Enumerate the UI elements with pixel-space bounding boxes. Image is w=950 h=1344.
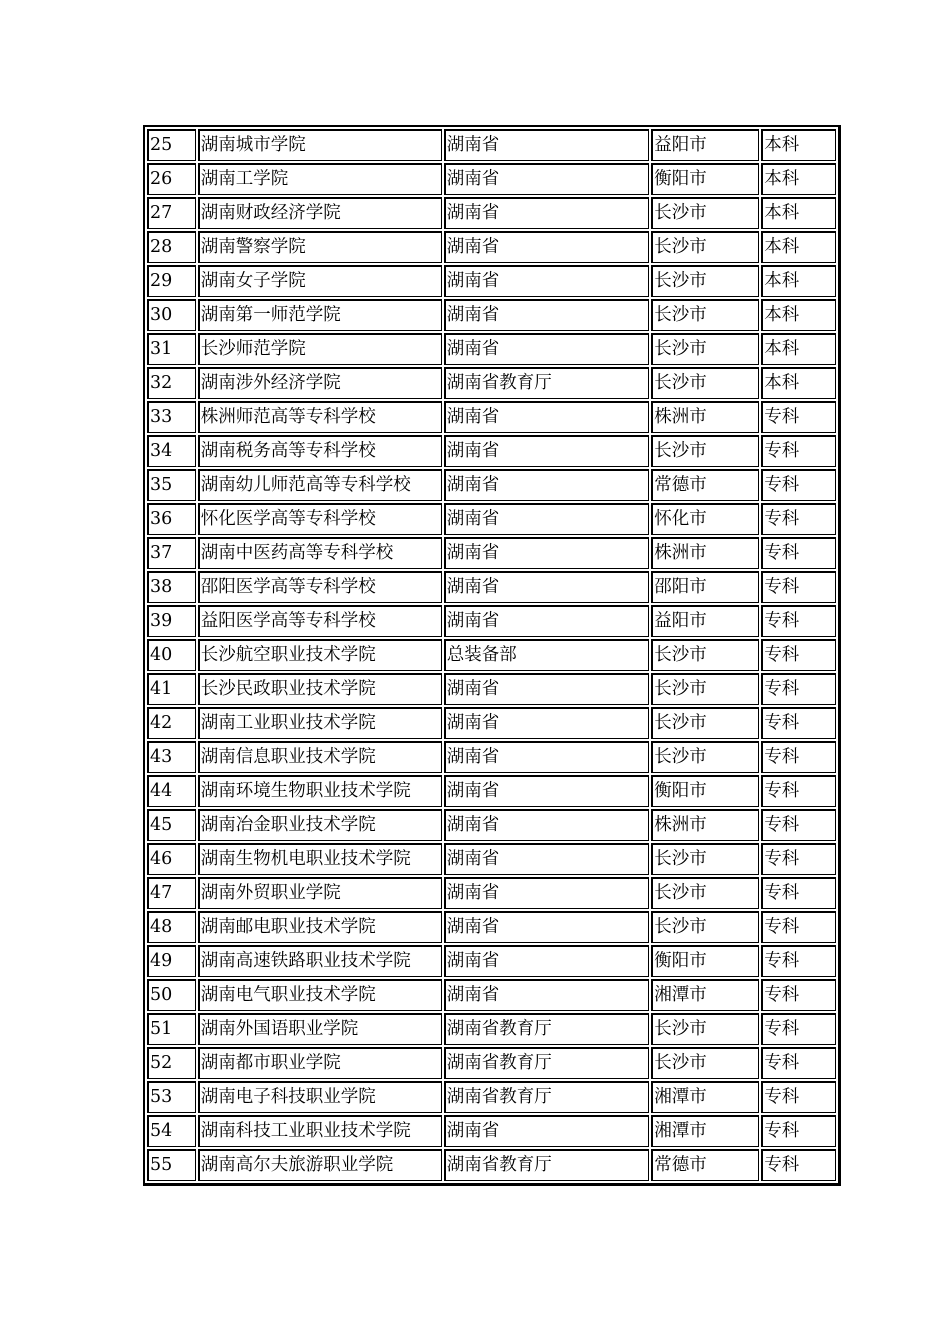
row-number-cell: 30 (147, 299, 196, 331)
institution-name-cell: 湖南女子学院 (198, 265, 442, 297)
supervising-department-cell: 湖南省教育厅 (444, 367, 650, 399)
institution-name-cell: 长沙民政职业技术学院 (198, 673, 442, 705)
table-row (147, 401, 836, 433)
table-row (147, 605, 836, 637)
city-cell: 株洲市 (651, 809, 759, 841)
education-level-cell: 专科 (761, 911, 836, 943)
supervising-department-cell: 湖南省 (444, 775, 650, 807)
city-cell: 株洲市 (651, 401, 759, 433)
table-row (147, 163, 836, 195)
row-number-cell: 50 (147, 979, 196, 1011)
education-level-cell: 本科 (761, 231, 836, 263)
education-level-cell: 专科 (761, 503, 836, 535)
row-number-cell: 42 (147, 707, 196, 739)
table-row (147, 843, 836, 875)
institution-name-cell: 湖南中医药高等专科学校 (198, 537, 442, 569)
education-level-cell: 本科 (761, 333, 836, 365)
supervising-department-cell: 湖南省 (444, 979, 650, 1011)
row-number-cell: 47 (147, 877, 196, 909)
education-level-cell: 专科 (761, 809, 836, 841)
city-cell: 衡阳市 (651, 775, 759, 807)
supervising-department-cell: 湖南省 (444, 1115, 650, 1147)
row-number-cell: 41 (147, 673, 196, 705)
city-cell: 益阳市 (651, 129, 759, 161)
city-cell: 湘潭市 (651, 1081, 759, 1113)
supervising-department-cell: 湖南省教育厅 (444, 1149, 650, 1181)
city-cell: 长沙市 (651, 707, 759, 739)
table-row (147, 911, 836, 943)
supervising-department-cell: 湖南省 (444, 673, 650, 705)
row-number-cell: 45 (147, 809, 196, 841)
row-number-cell: 46 (147, 843, 196, 875)
institution-name-cell: 湖南外贸职业学院 (198, 877, 442, 909)
supervising-department-cell: 湖南省 (444, 707, 650, 739)
city-cell: 长沙市 (651, 843, 759, 875)
supervising-department-cell: 湖南省 (444, 265, 650, 297)
education-level-cell: 专科 (761, 1047, 836, 1079)
institution-name-cell: 湖南生物机电职业技术学院 (198, 843, 442, 875)
table-row (147, 129, 836, 161)
institution-name-cell: 湖南涉外经济学院 (198, 367, 442, 399)
table-row (147, 741, 836, 773)
row-number-cell: 26 (147, 163, 196, 195)
institution-table (143, 125, 841, 1186)
institution-name-cell: 湖南环境生物职业技术学院 (198, 775, 442, 807)
education-level-cell: 专科 (761, 571, 836, 603)
supervising-department-cell: 湖南省 (444, 877, 650, 909)
education-level-cell: 专科 (761, 979, 836, 1011)
education-level-cell: 专科 (761, 1115, 836, 1147)
supervising-department-cell: 湖南省 (444, 809, 650, 841)
row-number-cell: 36 (147, 503, 196, 535)
city-cell: 长沙市 (651, 877, 759, 909)
supervising-department-cell: 湖南省 (444, 231, 650, 263)
city-cell: 衡阳市 (651, 945, 759, 977)
education-level-cell: 专科 (761, 639, 836, 671)
row-number-cell: 39 (147, 605, 196, 637)
supervising-department-cell: 湖南省 (444, 605, 650, 637)
institution-name-cell: 湖南财政经济学院 (198, 197, 442, 229)
education-level-cell: 专科 (761, 775, 836, 807)
city-cell: 湘潭市 (651, 1115, 759, 1147)
supervising-department-cell: 湖南省 (444, 299, 650, 331)
city-cell: 长沙市 (651, 1047, 759, 1079)
city-cell: 长沙市 (651, 333, 759, 365)
table-row (147, 265, 836, 297)
institution-name-cell: 株洲师范高等专科学校 (198, 401, 442, 433)
institution-name-cell: 邵阳医学高等专科学校 (198, 571, 442, 603)
table-row (147, 1013, 836, 1045)
table-row (147, 503, 836, 535)
table-row (147, 673, 836, 705)
city-cell: 长沙市 (651, 435, 759, 467)
row-number-cell: 44 (147, 775, 196, 807)
supervising-department-cell: 湖南省 (444, 537, 650, 569)
institution-name-cell: 湖南税务高等专科学校 (198, 435, 442, 467)
table-row (147, 877, 836, 909)
institution-name-cell: 湖南都市职业学院 (198, 1047, 442, 1079)
row-number-cell: 43 (147, 741, 196, 773)
table-row (147, 809, 836, 841)
row-number-cell: 54 (147, 1115, 196, 1147)
row-number-cell: 33 (147, 401, 196, 433)
institution-name-cell: 湖南高速铁路职业技术学院 (198, 945, 442, 977)
city-cell: 长沙市 (651, 197, 759, 229)
education-level-cell: 本科 (761, 367, 836, 399)
supervising-department-cell: 湖南省教育厅 (444, 1081, 650, 1113)
supervising-department-cell: 湖南省 (444, 945, 650, 977)
institution-name-cell: 怀化医学高等专科学校 (198, 503, 442, 535)
supervising-department-cell: 湖南省 (444, 333, 650, 365)
row-number-cell: 37 (147, 537, 196, 569)
institution-name-cell: 湖南外国语职业学院 (198, 1013, 442, 1045)
institution-name-cell: 湖南电子科技职业学院 (198, 1081, 442, 1113)
row-number-cell: 48 (147, 911, 196, 943)
row-number-cell: 27 (147, 197, 196, 229)
row-number-cell: 28 (147, 231, 196, 263)
city-cell: 常德市 (651, 1149, 759, 1181)
city-cell: 长沙市 (651, 741, 759, 773)
supervising-department-cell: 湖南省 (444, 741, 650, 773)
supervising-department-cell: 湖南省 (444, 843, 650, 875)
row-number-cell: 52 (147, 1047, 196, 1079)
city-cell: 衡阳市 (651, 163, 759, 195)
row-number-cell: 25 (147, 129, 196, 161)
table-row (147, 435, 836, 467)
institution-name-cell: 湖南信息职业技术学院 (198, 741, 442, 773)
education-level-cell: 专科 (761, 605, 836, 637)
table-row (147, 1081, 836, 1113)
institution-name-cell: 湖南冶金职业技术学院 (198, 809, 442, 841)
supervising-department-cell: 湖南省 (444, 435, 650, 467)
row-number-cell: 34 (147, 435, 196, 467)
institution-name-cell: 湖南高尔夫旅游职业学院 (198, 1149, 442, 1181)
education-level-cell: 专科 (761, 469, 836, 501)
row-number-cell: 51 (147, 1013, 196, 1045)
education-level-cell: 专科 (761, 843, 836, 875)
institution-name-cell: 湖南工业职业技术学院 (198, 707, 442, 739)
institution-name-cell: 湖南电气职业技术学院 (198, 979, 442, 1011)
table-row (147, 639, 836, 671)
table-row (147, 1149, 836, 1181)
supervising-department-cell: 湖南省 (444, 401, 650, 433)
table-row (147, 1047, 836, 1079)
institution-name-cell: 湖南第一师范学院 (198, 299, 442, 331)
city-cell: 长沙市 (651, 265, 759, 297)
city-cell: 长沙市 (651, 367, 759, 399)
table-row (147, 469, 836, 501)
institution-name-cell: 湖南幼儿师范高等专科学校 (198, 469, 442, 501)
row-number-cell: 35 (147, 469, 196, 501)
table-row (147, 945, 836, 977)
city-cell: 长沙市 (651, 673, 759, 705)
row-number-cell: 55 (147, 1149, 196, 1181)
city-cell: 长沙市 (651, 231, 759, 263)
city-cell: 株洲市 (651, 537, 759, 569)
table-row (147, 979, 836, 1011)
row-number-cell: 32 (147, 367, 196, 399)
table-row (147, 537, 836, 569)
city-cell: 长沙市 (651, 639, 759, 671)
table-row (147, 1115, 836, 1147)
table-row (147, 775, 836, 807)
supervising-department-cell: 湖南省 (444, 129, 650, 161)
institution-name-cell: 湖南科技工业职业技术学院 (198, 1115, 442, 1147)
institution-name-cell: 湖南城市学院 (198, 129, 442, 161)
education-level-cell: 专科 (761, 741, 836, 773)
table-body (147, 129, 836, 1181)
row-number-cell: 53 (147, 1081, 196, 1113)
city-cell: 益阳市 (651, 605, 759, 637)
education-level-cell: 本科 (761, 129, 836, 161)
education-level-cell: 本科 (761, 265, 836, 297)
city-cell: 邵阳市 (651, 571, 759, 603)
institution-name-cell: 长沙师范学院 (198, 333, 442, 365)
supervising-department-cell: 湖南省教育厅 (444, 1047, 650, 1079)
city-cell: 常德市 (651, 469, 759, 501)
institution-name-cell: 长沙航空职业技术学院 (198, 639, 442, 671)
table-row (147, 571, 836, 603)
supervising-department-cell: 湖南省 (444, 571, 650, 603)
city-cell: 长沙市 (651, 911, 759, 943)
education-level-cell: 专科 (761, 1149, 836, 1181)
row-number-cell: 31 (147, 333, 196, 365)
education-level-cell: 专科 (761, 707, 836, 739)
table-row (147, 333, 836, 365)
row-number-cell: 29 (147, 265, 196, 297)
table-row (147, 299, 836, 331)
supervising-department-cell: 湖南省 (444, 197, 650, 229)
institution-name-cell: 湖南警察学院 (198, 231, 442, 263)
institution-name-cell: 湖南邮电职业技术学院 (198, 911, 442, 943)
city-cell: 长沙市 (651, 299, 759, 331)
supervising-department-cell: 湖南省 (444, 503, 650, 535)
table-row (147, 231, 836, 263)
education-level-cell: 专科 (761, 435, 836, 467)
education-level-cell: 专科 (761, 945, 836, 977)
row-number-cell: 38 (147, 571, 196, 603)
education-level-cell: 本科 (761, 197, 836, 229)
table-row (147, 197, 836, 229)
city-cell: 长沙市 (651, 1013, 759, 1045)
education-level-cell: 专科 (761, 877, 836, 909)
education-level-cell: 专科 (761, 401, 836, 433)
table-row (147, 707, 836, 739)
row-number-cell: 40 (147, 639, 196, 671)
city-cell: 怀化市 (651, 503, 759, 535)
supervising-department-cell: 湖南省 (444, 469, 650, 501)
education-level-cell: 专科 (761, 673, 836, 705)
table-row (147, 367, 836, 399)
city-cell: 湘潭市 (651, 979, 759, 1011)
institution-name-cell: 湖南工学院 (198, 163, 442, 195)
institution-name-cell: 益阳医学高等专科学校 (198, 605, 442, 637)
supervising-department-cell: 湖南省 (444, 163, 650, 195)
supervising-department-cell: 湖南省教育厅 (444, 1013, 650, 1045)
education-level-cell: 本科 (761, 299, 836, 331)
education-level-cell: 专科 (761, 537, 836, 569)
supervising-department-cell: 湖南省 (444, 911, 650, 943)
education-level-cell: 专科 (761, 1081, 836, 1113)
row-number-cell: 49 (147, 945, 196, 977)
education-level-cell: 本科 (761, 163, 836, 195)
education-level-cell: 专科 (761, 1013, 836, 1045)
supervising-department-cell: 总装备部 (444, 639, 650, 671)
